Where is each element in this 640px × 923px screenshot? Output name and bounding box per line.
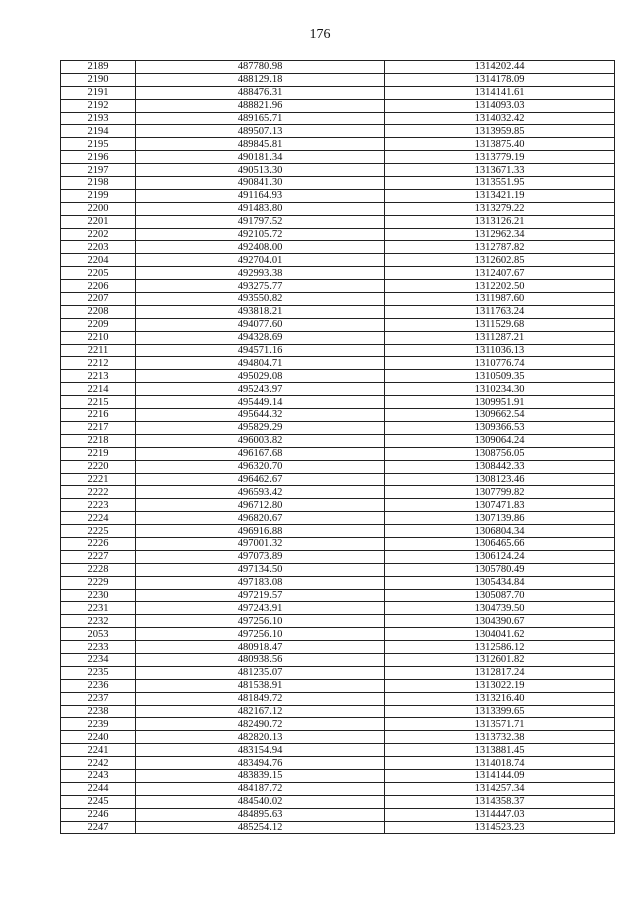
- y-coordinate-cell: 1311287.21: [385, 331, 615, 344]
- y-coordinate-cell: 1312202.50: [385, 280, 615, 293]
- y-coordinate-cell: 1304739.50: [385, 602, 615, 615]
- x-coordinate-cell: 497183.08: [136, 576, 385, 589]
- y-coordinate-cell: 1313279.22: [385, 202, 615, 215]
- table-row: [61, 486, 615, 499]
- point-number-cell: 2206: [61, 280, 136, 293]
- x-coordinate-cell: 492704.01: [136, 254, 385, 267]
- table-row: [61, 589, 615, 602]
- point-number-cell: 2205: [61, 267, 136, 280]
- table-row: [61, 757, 615, 770]
- point-number-cell: 2226: [61, 537, 136, 550]
- y-coordinate-cell: 1307471.83: [385, 499, 615, 512]
- table-row: [61, 125, 615, 138]
- x-coordinate-cell: 490841.30: [136, 177, 385, 190]
- y-coordinate-cell: 1312817.24: [385, 666, 615, 679]
- x-coordinate-cell: 496167.68: [136, 447, 385, 460]
- x-coordinate-cell: 484540.02: [136, 795, 385, 808]
- x-coordinate-cell: 496003.82: [136, 434, 385, 447]
- table-row: [61, 821, 615, 834]
- table-row: [61, 293, 615, 306]
- table-row: [61, 434, 615, 447]
- y-coordinate-cell: 1314093.03: [385, 99, 615, 112]
- x-coordinate-cell: 495029.08: [136, 370, 385, 383]
- point-number-cell: 2209: [61, 318, 136, 331]
- point-number-cell: 2053: [61, 628, 136, 641]
- point-number-cell: 2193: [61, 112, 136, 125]
- point-number-cell: 2218: [61, 434, 136, 447]
- table-row: [61, 808, 615, 821]
- table-row: [61, 318, 615, 331]
- point-number-cell: 2199: [61, 189, 136, 202]
- y-coordinate-cell: 1305780.49: [385, 563, 615, 576]
- y-coordinate-cell: 1304390.67: [385, 615, 615, 628]
- table-row: [61, 202, 615, 215]
- x-coordinate-cell: 480918.47: [136, 641, 385, 654]
- table-row: [61, 99, 615, 112]
- table-row: [61, 344, 615, 357]
- point-number-cell: 2217: [61, 421, 136, 434]
- table-row: [61, 331, 615, 344]
- y-coordinate-cell: 1311529.68: [385, 318, 615, 331]
- x-coordinate-cell: 484187.72: [136, 782, 385, 795]
- x-coordinate-cell: 493550.82: [136, 293, 385, 306]
- point-number-cell: 2222: [61, 486, 136, 499]
- table-row: [61, 86, 615, 99]
- point-number-cell: 2191: [61, 86, 136, 99]
- point-number-cell: 2210: [61, 331, 136, 344]
- table-row: [61, 177, 615, 190]
- point-number-cell: 2204: [61, 254, 136, 267]
- x-coordinate-cell: 494571.16: [136, 344, 385, 357]
- table-row: [61, 383, 615, 396]
- x-coordinate-cell: 491797.52: [136, 215, 385, 228]
- point-number-cell: 2232: [61, 615, 136, 628]
- table-row: [61, 189, 615, 202]
- y-coordinate-cell: 1313881.45: [385, 744, 615, 757]
- y-coordinate-cell: 1314032.42: [385, 112, 615, 125]
- table-row: [61, 692, 615, 705]
- x-coordinate-cell: 482820.13: [136, 731, 385, 744]
- y-coordinate-cell: 1314447.03: [385, 808, 615, 821]
- x-coordinate-cell: 485254.12: [136, 821, 385, 834]
- x-coordinate-cell: 497256.10: [136, 615, 385, 628]
- table-row: [61, 795, 615, 808]
- point-number-cell: 2228: [61, 563, 136, 576]
- y-coordinate-cell: 1313571.71: [385, 718, 615, 731]
- table-row: [61, 550, 615, 563]
- x-coordinate-cell: 490181.34: [136, 151, 385, 164]
- y-coordinate-cell: 1314202.44: [385, 61, 615, 74]
- y-coordinate-cell: 1305087.70: [385, 589, 615, 602]
- x-coordinate-cell: 493818.21: [136, 305, 385, 318]
- table-row: [61, 718, 615, 731]
- x-coordinate-cell: 497243.91: [136, 602, 385, 615]
- point-number-cell: 2237: [61, 692, 136, 705]
- y-coordinate-cell: 1306465.66: [385, 537, 615, 550]
- point-number-cell: 2246: [61, 808, 136, 821]
- table-row: [61, 512, 615, 525]
- y-coordinate-cell: 1309662.54: [385, 409, 615, 422]
- x-coordinate-cell: 496320.70: [136, 460, 385, 473]
- y-coordinate-cell: 1312602.85: [385, 254, 615, 267]
- x-coordinate-cell: 492105.72: [136, 228, 385, 241]
- point-number-cell: 2197: [61, 164, 136, 177]
- y-coordinate-cell: 1310776.74: [385, 357, 615, 370]
- table-row: [61, 641, 615, 654]
- table-row: [61, 563, 615, 576]
- coordinates-table: [60, 60, 615, 834]
- point-number-cell: 2190: [61, 73, 136, 86]
- x-coordinate-cell: 488821.96: [136, 99, 385, 112]
- table-row: [61, 215, 615, 228]
- point-number-cell: 2245: [61, 795, 136, 808]
- y-coordinate-cell: 1314144.09: [385, 769, 615, 782]
- x-coordinate-cell: 496820.67: [136, 512, 385, 525]
- x-coordinate-cell: 494077.60: [136, 318, 385, 331]
- y-coordinate-cell: 1306124.24: [385, 550, 615, 563]
- x-coordinate-cell: 494328.69: [136, 331, 385, 344]
- y-coordinate-cell: 1309951.91: [385, 396, 615, 409]
- x-coordinate-cell: 483494.76: [136, 757, 385, 770]
- point-number-cell: 2200: [61, 202, 136, 215]
- table-row: [61, 666, 615, 679]
- table-row: [61, 151, 615, 164]
- point-number-cell: 2203: [61, 241, 136, 254]
- y-coordinate-cell: 1313875.40: [385, 138, 615, 151]
- x-coordinate-cell: 489165.71: [136, 112, 385, 125]
- point-number-cell: 2239: [61, 718, 136, 731]
- table-row: [61, 228, 615, 241]
- point-number-cell: 2196: [61, 151, 136, 164]
- x-coordinate-cell: 496593.42: [136, 486, 385, 499]
- point-number-cell: 2202: [61, 228, 136, 241]
- table-row: [61, 357, 615, 370]
- point-number-cell: 2194: [61, 125, 136, 138]
- point-number-cell: 2225: [61, 525, 136, 538]
- point-number-cell: 2220: [61, 460, 136, 473]
- y-coordinate-cell: 1314523.23: [385, 821, 615, 834]
- y-coordinate-cell: 1308756.05: [385, 447, 615, 460]
- point-number-cell: 2227: [61, 550, 136, 563]
- point-number-cell: 2221: [61, 473, 136, 486]
- point-number-cell: 2247: [61, 821, 136, 834]
- y-coordinate-cell: 1311036.13: [385, 344, 615, 357]
- x-coordinate-cell: 482490.72: [136, 718, 385, 731]
- table-row: [61, 602, 615, 615]
- y-coordinate-cell: 1312601.82: [385, 653, 615, 666]
- point-number-cell: 2229: [61, 576, 136, 589]
- y-coordinate-cell: 1306804.34: [385, 525, 615, 538]
- table-row: [61, 409, 615, 422]
- x-coordinate-cell: 496462.67: [136, 473, 385, 486]
- x-coordinate-cell: 488476.31: [136, 86, 385, 99]
- point-number-cell: 2212: [61, 357, 136, 370]
- table-row: [61, 525, 615, 538]
- y-coordinate-cell: 1308123.46: [385, 473, 615, 486]
- table-row: [61, 782, 615, 795]
- x-coordinate-cell: 483839.15: [136, 769, 385, 782]
- x-coordinate-cell: 487780.98: [136, 61, 385, 74]
- y-coordinate-cell: 1314178.09: [385, 73, 615, 86]
- point-number-cell: 2214: [61, 383, 136, 396]
- table-row: [61, 744, 615, 757]
- y-coordinate-cell: 1313126.21: [385, 215, 615, 228]
- y-coordinate-cell: 1313732.38: [385, 731, 615, 744]
- point-number-cell: 2219: [61, 447, 136, 460]
- y-coordinate-cell: 1311987.60: [385, 293, 615, 306]
- table-row: [61, 138, 615, 151]
- y-coordinate-cell: 1312962.34: [385, 228, 615, 241]
- y-coordinate-cell: 1314141.61: [385, 86, 615, 99]
- point-number-cell: 2189: [61, 61, 136, 74]
- point-number-cell: 2208: [61, 305, 136, 318]
- y-coordinate-cell: 1314358.37: [385, 795, 615, 808]
- table-row: [61, 254, 615, 267]
- y-coordinate-cell: 1308442.33: [385, 460, 615, 473]
- point-number-cell: 2215: [61, 396, 136, 409]
- point-number-cell: 2198: [61, 177, 136, 190]
- x-coordinate-cell: 490513.30: [136, 164, 385, 177]
- x-coordinate-cell: 481538.91: [136, 679, 385, 692]
- table-row: [61, 61, 615, 74]
- point-number-cell: 2211: [61, 344, 136, 357]
- x-coordinate-cell: 491164.93: [136, 189, 385, 202]
- point-number-cell: 2243: [61, 769, 136, 782]
- y-coordinate-cell: 1313551.95: [385, 177, 615, 190]
- x-coordinate-cell: 480938.56: [136, 653, 385, 666]
- table-row: [61, 73, 615, 86]
- x-coordinate-cell: 492408.00: [136, 241, 385, 254]
- point-number-cell: 2230: [61, 589, 136, 602]
- y-coordinate-cell: 1313959.85: [385, 125, 615, 138]
- x-coordinate-cell: 488129.18: [136, 73, 385, 86]
- table-row: [61, 370, 615, 383]
- point-number-cell: 2233: [61, 641, 136, 654]
- y-coordinate-cell: 1310234.30: [385, 383, 615, 396]
- point-number-cell: 2207: [61, 293, 136, 306]
- y-coordinate-cell: 1312586.12: [385, 641, 615, 654]
- point-number-cell: 2201: [61, 215, 136, 228]
- point-number-cell: 2224: [61, 512, 136, 525]
- x-coordinate-cell: 489507.13: [136, 125, 385, 138]
- table-row: [61, 473, 615, 486]
- table-row: [61, 396, 615, 409]
- y-coordinate-cell: 1313216.40: [385, 692, 615, 705]
- table-row: [61, 460, 615, 473]
- point-number-cell: 2223: [61, 499, 136, 512]
- table-row: [61, 537, 615, 550]
- x-coordinate-cell: 497073.89: [136, 550, 385, 563]
- y-coordinate-cell: 1304041.62: [385, 628, 615, 641]
- x-coordinate-cell: 491483.80: [136, 202, 385, 215]
- x-coordinate-cell: 481849.72: [136, 692, 385, 705]
- point-number-cell: 2234: [61, 653, 136, 666]
- x-coordinate-cell: 497001.32: [136, 537, 385, 550]
- x-coordinate-cell: 484895.63: [136, 808, 385, 821]
- point-number-cell: 2244: [61, 782, 136, 795]
- table-row: [61, 305, 615, 318]
- point-number-cell: 2242: [61, 757, 136, 770]
- x-coordinate-cell: 495644.32: [136, 409, 385, 422]
- x-coordinate-cell: 494804.71: [136, 357, 385, 370]
- point-number-cell: 2192: [61, 99, 136, 112]
- y-coordinate-cell: 1310509.35: [385, 370, 615, 383]
- x-coordinate-cell: 497256.10: [136, 628, 385, 641]
- point-number-cell: 2235: [61, 666, 136, 679]
- y-coordinate-cell: 1313671.33: [385, 164, 615, 177]
- table-row: [61, 576, 615, 589]
- x-coordinate-cell: 497219.57: [136, 589, 385, 602]
- table-row: [61, 280, 615, 293]
- page-number: 176: [309, 27, 331, 42]
- x-coordinate-cell: 496916.88: [136, 525, 385, 538]
- y-coordinate-cell: 1313421.19: [385, 189, 615, 202]
- y-coordinate-cell: 1309064.24: [385, 434, 615, 447]
- table-row: [61, 615, 615, 628]
- x-coordinate-cell: 492993.38: [136, 267, 385, 280]
- x-coordinate-cell: 495243.97: [136, 383, 385, 396]
- point-number-cell: 2238: [61, 705, 136, 718]
- y-coordinate-cell: 1313022.19: [385, 679, 615, 692]
- table-row: [61, 241, 615, 254]
- table-row: [61, 447, 615, 460]
- point-number-cell: 2241: [61, 744, 136, 757]
- point-number-cell: 2236: [61, 679, 136, 692]
- table-row: [61, 628, 615, 641]
- x-coordinate-cell: 489845.81: [136, 138, 385, 151]
- table-row: [61, 679, 615, 692]
- table-row: [61, 653, 615, 666]
- y-coordinate-cell: 1311763.24: [385, 305, 615, 318]
- table-row: [61, 112, 615, 125]
- y-coordinate-cell: 1314018.74: [385, 757, 615, 770]
- table-row: [61, 769, 615, 782]
- table-row: [61, 164, 615, 177]
- y-coordinate-cell: 1312407.67: [385, 267, 615, 280]
- table-row: [61, 731, 615, 744]
- point-number-cell: 2240: [61, 731, 136, 744]
- y-coordinate-cell: 1312787.82: [385, 241, 615, 254]
- point-number-cell: 2213: [61, 370, 136, 383]
- x-coordinate-cell: 495449.14: [136, 396, 385, 409]
- y-coordinate-cell: 1307139.86: [385, 512, 615, 525]
- point-number-cell: 2231: [61, 602, 136, 615]
- x-coordinate-cell: 482167.12: [136, 705, 385, 718]
- x-coordinate-cell: 483154.94: [136, 744, 385, 757]
- x-coordinate-cell: 496712.80: [136, 499, 385, 512]
- y-coordinate-cell: 1313779.19: [385, 151, 615, 164]
- point-number-cell: 2216: [61, 409, 136, 422]
- x-coordinate-cell: 481235.07: [136, 666, 385, 679]
- point-number-cell: 2195: [61, 138, 136, 151]
- table-row: [61, 499, 615, 512]
- table-body: [61, 61, 615, 834]
- x-coordinate-cell: 495829.29: [136, 421, 385, 434]
- table-row: [61, 421, 615, 434]
- x-coordinate-cell: 497134.50: [136, 563, 385, 576]
- y-coordinate-cell: 1307799.82: [385, 486, 615, 499]
- y-coordinate-cell: 1313399.65: [385, 705, 615, 718]
- x-coordinate-cell: 493275.77: [136, 280, 385, 293]
- y-coordinate-cell: 1314257.34: [385, 782, 615, 795]
- table-row: [61, 705, 615, 718]
- table-row: [61, 267, 615, 280]
- y-coordinate-cell: 1305434.84: [385, 576, 615, 589]
- y-coordinate-cell: 1309366.53: [385, 421, 615, 434]
